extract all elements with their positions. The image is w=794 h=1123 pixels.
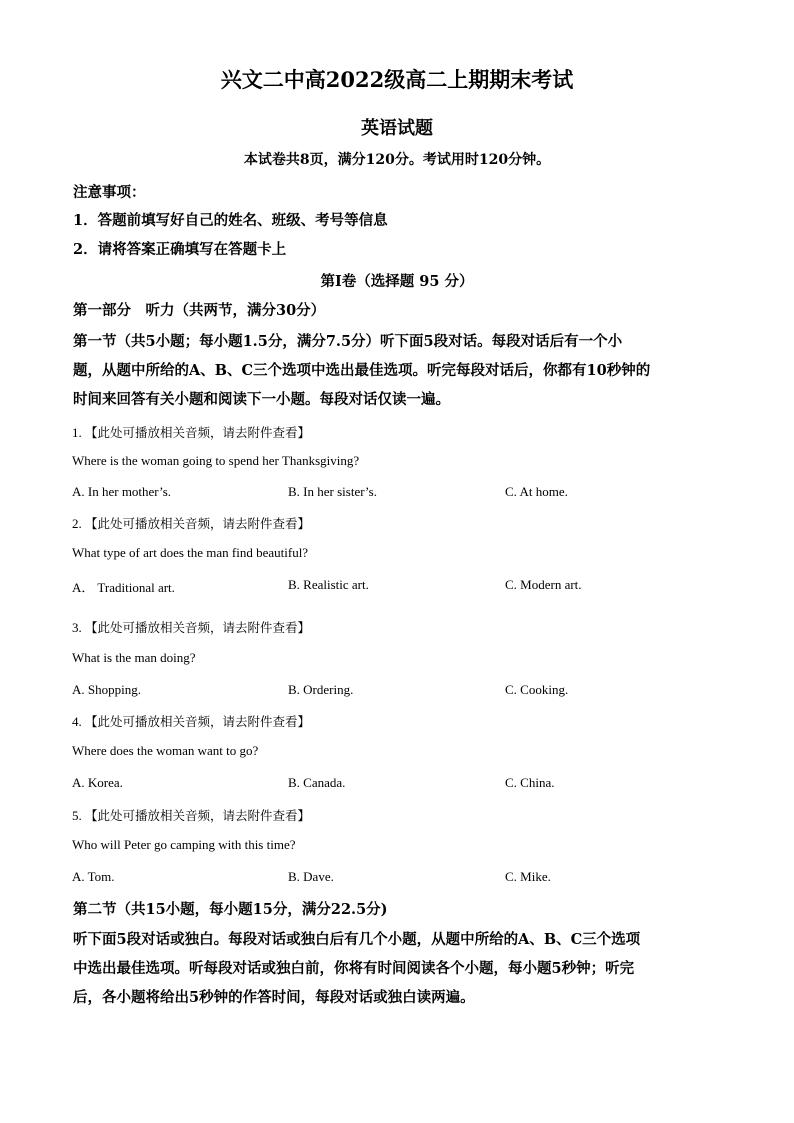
section2-heading: 第二节（共15小题，每小题15分，满分22.5分)	[73, 901, 388, 918]
section1-line-1: 第一节（共5小题；每小题1.5分，满分7.5分）听下面5段对话。每段对话后有一个小	[73, 333, 623, 350]
section1-line-3: 时间来回答有关小题和阅读下一小题。每段对话仅读一遍。	[73, 391, 450, 408]
audio-note: 【此处可播放相关音频，请去附件查看】	[85, 516, 311, 531]
q5-option-c[interactable]: C. Mike.	[505, 869, 551, 884]
q3-option-c[interactable]: C. Cooking.	[505, 682, 569, 697]
question-5-text: Who will Peter go camping with this time?	[72, 837, 296, 852]
q3-option-a[interactable]: A. Shopping.	[72, 682, 141, 697]
part1-heading: 第一部分 听力（共两节，满分30分）	[73, 302, 326, 319]
q3-option-b[interactable]: B. Ordering.	[288, 682, 354, 697]
q4-option-b[interactable]: B. Canada.	[288, 775, 346, 790]
question-number: 5.	[72, 808, 82, 823]
subject-title: 英语试题	[361, 118, 433, 139]
q5-option-a[interactable]: A. Tom.	[72, 869, 115, 884]
q2-option-b[interactable]: B. Realistic art.	[288, 577, 369, 592]
q2-option-a[interactable]: A． Traditional art.	[72, 580, 175, 595]
audio-note: 【此处可播放相关音频，请去附件查看】	[85, 620, 311, 635]
q1-option-b[interactable]: B. In her sister’s.	[288, 484, 377, 499]
exam-info: 本试卷共8页，满分120分。考试用时120分钟。	[243, 152, 551, 168]
question-2-text: What type of art does the man find beautiful?	[72, 545, 309, 560]
question-5-audio[interactable]	[72, 806, 310, 824]
q1-option-a[interactable]: A. In her mother’s.	[72, 484, 172, 499]
q4-option-c[interactable]: C. China.	[505, 775, 555, 790]
question-4-text: Where does the woman want to go?	[72, 743, 259, 758]
note-item-2: 2．请将答案正确填写在答题卡上	[73, 241, 287, 258]
section2-line-2: 中选出最佳选项。听每段对话或独白前，你将有时间阅读各个小题，每小题5秒钟；听完	[73, 960, 635, 977]
audio-note: 【此处可播放相关音频，请去附件查看】	[85, 808, 311, 823]
exam-title: 兴文二中高2022级高二上期期末考试	[220, 67, 574, 92]
question-number: 1.	[72, 425, 82, 440]
q5-option-b[interactable]: B. Dave.	[288, 869, 334, 884]
question-3-audio[interactable]	[72, 618, 310, 636]
q4-option-a[interactable]: A. Korea.	[72, 775, 123, 790]
q2-option-c[interactable]: C. Modern art.	[505, 577, 582, 592]
section2-line-3: 后，各小题将给出5秒钟的作答时间，每段对话或独白读两遍。	[73, 989, 475, 1006]
section2-line-1: 听下面5段对话或独白。每段对话或独白后有几个小题，从题中所给的A、B、C三个选项	[73, 931, 641, 948]
section1-line-2: 题，从题中所给的A、B、C三个选项中选出最佳选项。听完每段对话后，你都有10秒钟的	[73, 362, 651, 379]
q1-option-c[interactable]: C. At home.	[505, 484, 568, 499]
note-item-1: 1．答题前填写好自己的姓名、班级、考号等信息	[73, 212, 388, 229]
question-4-audio[interactable]	[72, 712, 310, 730]
question-1-audio[interactable]	[72, 423, 310, 441]
volume-heading: 第I卷（选择题 95 分）	[320, 273, 474, 290]
notes-heading: 注意事项：	[73, 184, 146, 201]
audio-note: 【此处可播放相关音频，请去附件查看】	[85, 425, 311, 440]
question-number: 2.	[72, 516, 82, 531]
question-3-text: What is the man doing?	[72, 650, 196, 665]
question-2-audio[interactable]	[72, 514, 310, 532]
question-1-text: Where is the woman going to spend her Thanksgiving?	[72, 453, 360, 468]
question-number: 4.	[72, 714, 82, 729]
audio-note: 【此处可播放相关音频，请去附件查看】	[85, 714, 311, 729]
question-number: 3.	[72, 620, 82, 635]
